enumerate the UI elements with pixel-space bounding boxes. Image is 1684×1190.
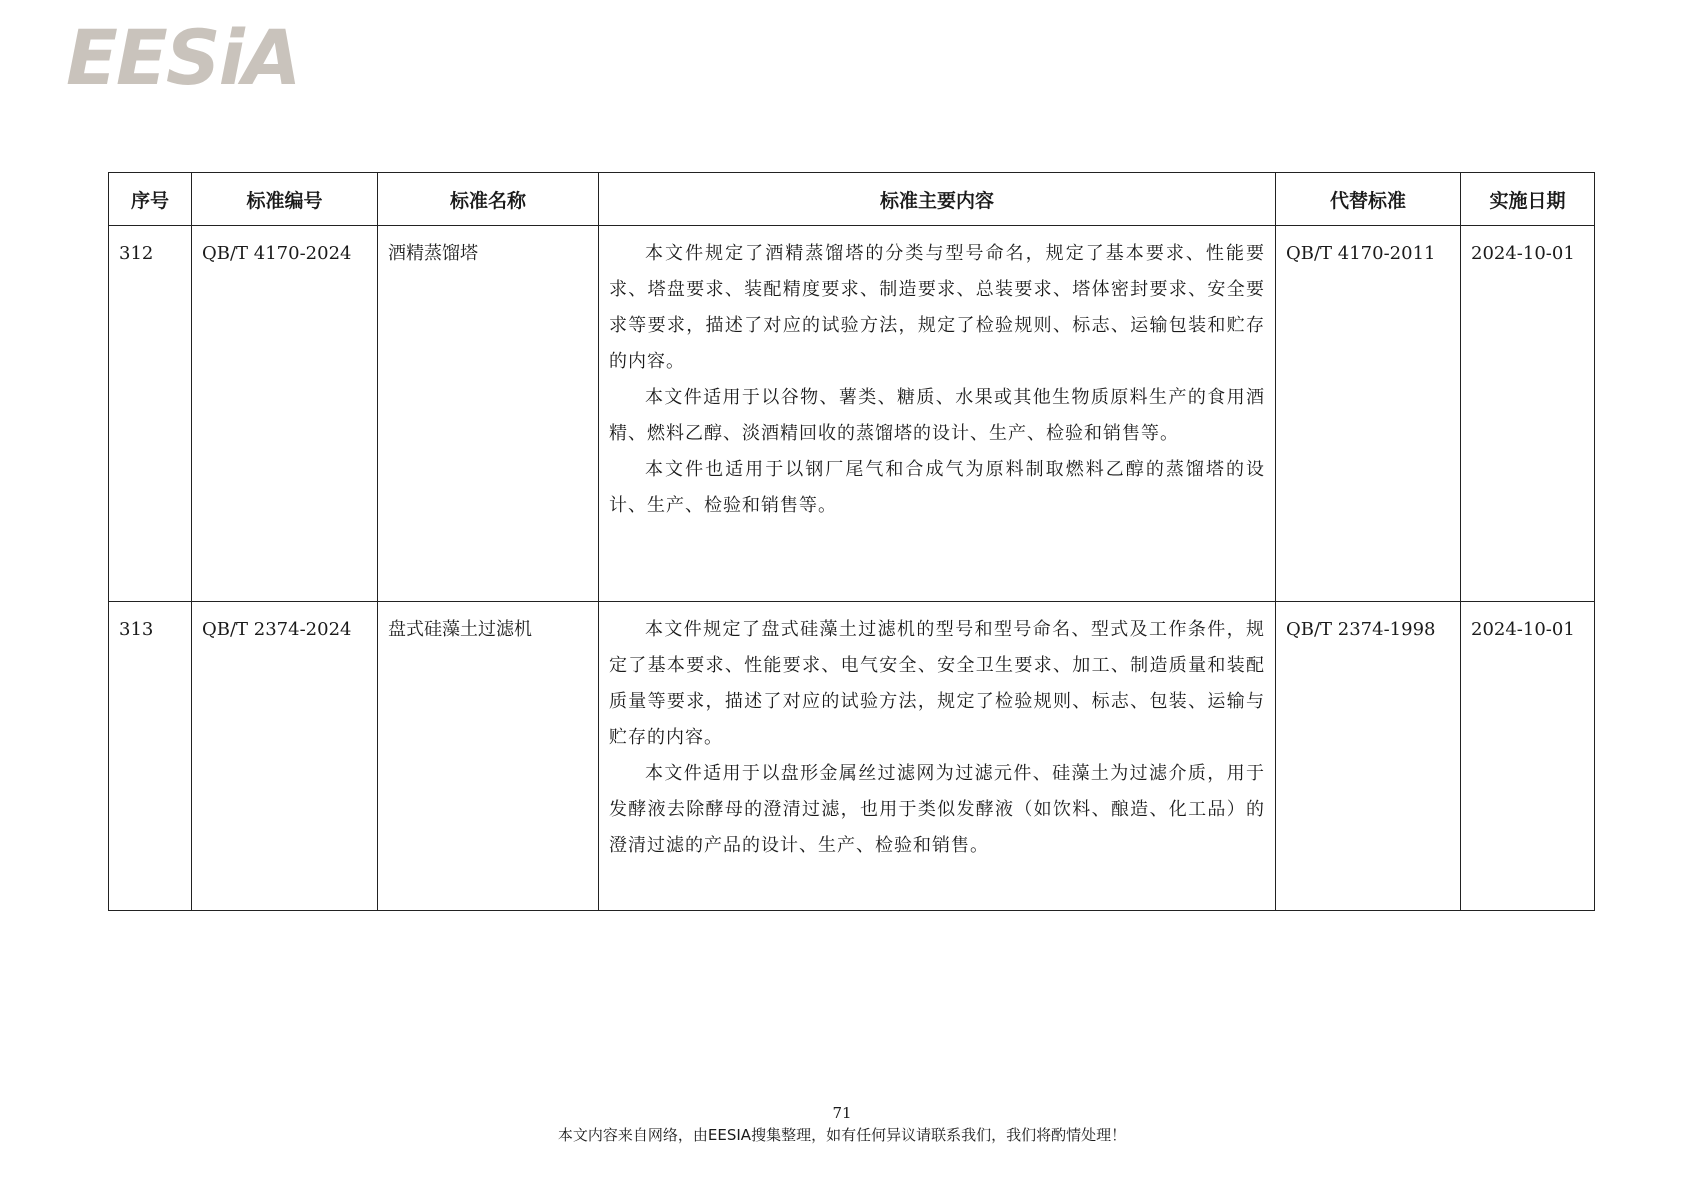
cell-content (599, 602, 1276, 911)
header-replaces: 代替标准 (1276, 173, 1461, 226)
header-content: 标准主要内容 (599, 173, 1276, 226)
cell-replaces: QB/T 4170-2011 (1276, 226, 1461, 602)
table-header-row (109, 173, 1595, 226)
cell-replaces: QB/T 2374-1998 (1276, 602, 1461, 911)
cell-name: 盘式硅藻土过滤机 (378, 602, 599, 911)
page-number: 71 (832, 1104, 852, 1122)
content-paragraph: 本文件规定了盘式硅藻土过滤机的型号和型号命名、型式及工作条件，规定了基本要求、性能要求、电气安全、安全卫生要求、加工、制造质量和装配质量等要求，描述了对应的试验方法，规定了检验规则、标志、包装、运输与贮存的内容。 (609, 619, 1265, 748)
standards-table (108, 172, 1595, 911)
content-paragraph: 本文件也适用于以钢厂尾气和合成气为原料制取燃料乙醇的蒸馏塔的设计、生产、检验和销售等。 (609, 459, 1265, 516)
cell-seq: 313 (109, 602, 192, 911)
cell-date: 2024-10-01 (1461, 226, 1595, 602)
cell-date: 2024-10-01 (1461, 602, 1595, 911)
cell-name: 酒精蒸馏塔 (378, 226, 599, 602)
content-paragraph: 本文件规定了酒精蒸馏塔的分类与型号命名，规定了基本要求、性能要求、塔盘要求、装配精度要求、制造要求、总装要求、塔体密封要求、安全要求等要求，描述了对应的试验方法，规定了检验规则、标志、运输包装和贮存的内容。 (609, 243, 1265, 372)
header-name: 标准名称 (378, 173, 599, 226)
cell-content (599, 226, 1276, 602)
cell-code: QB/T 2374-2024 (192, 602, 378, 911)
table-row (109, 602, 1595, 911)
content-paragraph: 本文件适用于以谷物、薯类、糖质、水果或其他生物质原料生产的食用酒精、燃料乙醇、淡酒精回收的蒸馏塔的设计、生产、检验和销售等。 (609, 387, 1265, 444)
cell-seq: 312 (109, 226, 192, 602)
header-seq: 序号 (109, 173, 192, 226)
eesia-logo: EESiA (66, 13, 300, 102)
header-code: 标准编号 (192, 173, 378, 226)
cell-code: QB/T 4170-2024 (192, 226, 378, 602)
content-paragraph: 本文件适用于以盘形金属丝过滤网为过滤元件、硅藻土为过滤介质，用于发酵液去除酵母的澄清过滤，也用于类似发酵液（如饮料、酿造、化工品）的澄清过滤的产品的设计、生产、检验和销售。 (609, 763, 1265, 856)
header-date: 实施日期 (1461, 173, 1595, 226)
table-row (109, 226, 1595, 602)
footer-disclaimer: 本文内容来自网络，由EESIA搜集整理，如有任何异议请联系我们，我们将酌情处理！ (557, 1126, 1127, 1144)
